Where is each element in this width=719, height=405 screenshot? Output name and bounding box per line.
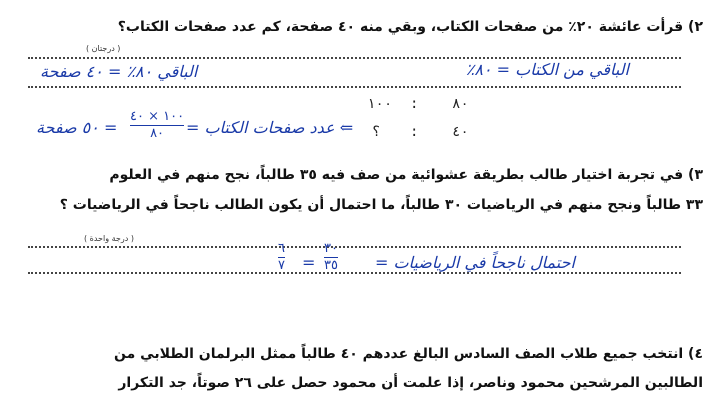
- handwritten-pages-result: = ٥٠ صفحة: [36, 118, 118, 137]
- probability-fraction-1: [324, 242, 338, 273]
- ratio-row-1-a: ٨٠: [452, 96, 469, 112]
- probability-fraction-2-denominator: ٧: [278, 258, 285, 273]
- question-2-marks: ( درجتان ): [86, 44, 121, 53]
- question-3-line-1: ٣) في تجربة اختيار طالب بطريقة عشوائية من صف فيه ٣٥ طالباً، نجح منهم في العلوم: [109, 167, 703, 183]
- probability-fraction-1-numerator: ٣٠: [324, 241, 338, 256]
- question-2-text: ٢) قرأت عائشة ٢٠٪ من صفحات الكتاب، وبقي منه ٤٠ صفحة، كم عدد صفحات الكتاب؟: [117, 19, 703, 35]
- ratio-row-2-a: ٤٠: [452, 124, 469, 140]
- probability-fraction-2: [278, 242, 285, 273]
- ratio-row-2-colon: :: [410, 124, 419, 140]
- probability-fraction-1-denominator: ٣٥: [324, 258, 338, 273]
- question-4-line-1: ٤) انتخب جميع طلاب الصف السادس البالغ عددهم ٤٠ طالباً ممثل البرلمان الطلابي من: [114, 346, 703, 362]
- handwritten-remaining-percent: الباقي من الكتاب = ٨٠٪: [465, 60, 629, 79]
- ratio-row-2-b: ؟: [372, 124, 381, 140]
- question-3-line-2: ٣٣ طالباً ونجح منهم في الرياضيات ٣٠ طالباً، ما احتمال أن يكون الطالب ناجحاً في الرياضيات ؟: [59, 197, 703, 213]
- question-4-line-2: الطالبين المرشحين محمود وناصر، إذا علمت أن محمود حصل على ٢٦ صوتاً، جد التكرار: [118, 375, 703, 391]
- pages-fraction-denominator: ٨٠: [150, 126, 165, 141]
- ratio-row-1-colon: :: [410, 96, 419, 112]
- answer-line-4: [28, 272, 681, 274]
- answer-line-2: [28, 86, 681, 88]
- pages-fraction: [130, 110, 184, 141]
- handwritten-probability-label: احتمال ناجحاً في الرياضيات =: [375, 253, 575, 272]
- answer-line-1: [28, 57, 681, 59]
- ratio-row-1-b: ١٠٠: [367, 96, 393, 112]
- equals-sign: =: [302, 253, 316, 272]
- probability-fraction-2-numerator: ٦: [278, 241, 285, 256]
- answer-line-3: [28, 246, 681, 248]
- handwritten-pages-label: ⇐ عدد صفحات الكتاب =: [186, 118, 354, 137]
- pages-fraction-numerator: ١٠٠ × ٤٠: [130, 109, 185, 124]
- question-3-marks: ( درجة واحدة ): [84, 234, 134, 243]
- handwritten-remaining-pages: الباقي ٨٠٪ = ٤٠ صفحة: [40, 62, 198, 81]
